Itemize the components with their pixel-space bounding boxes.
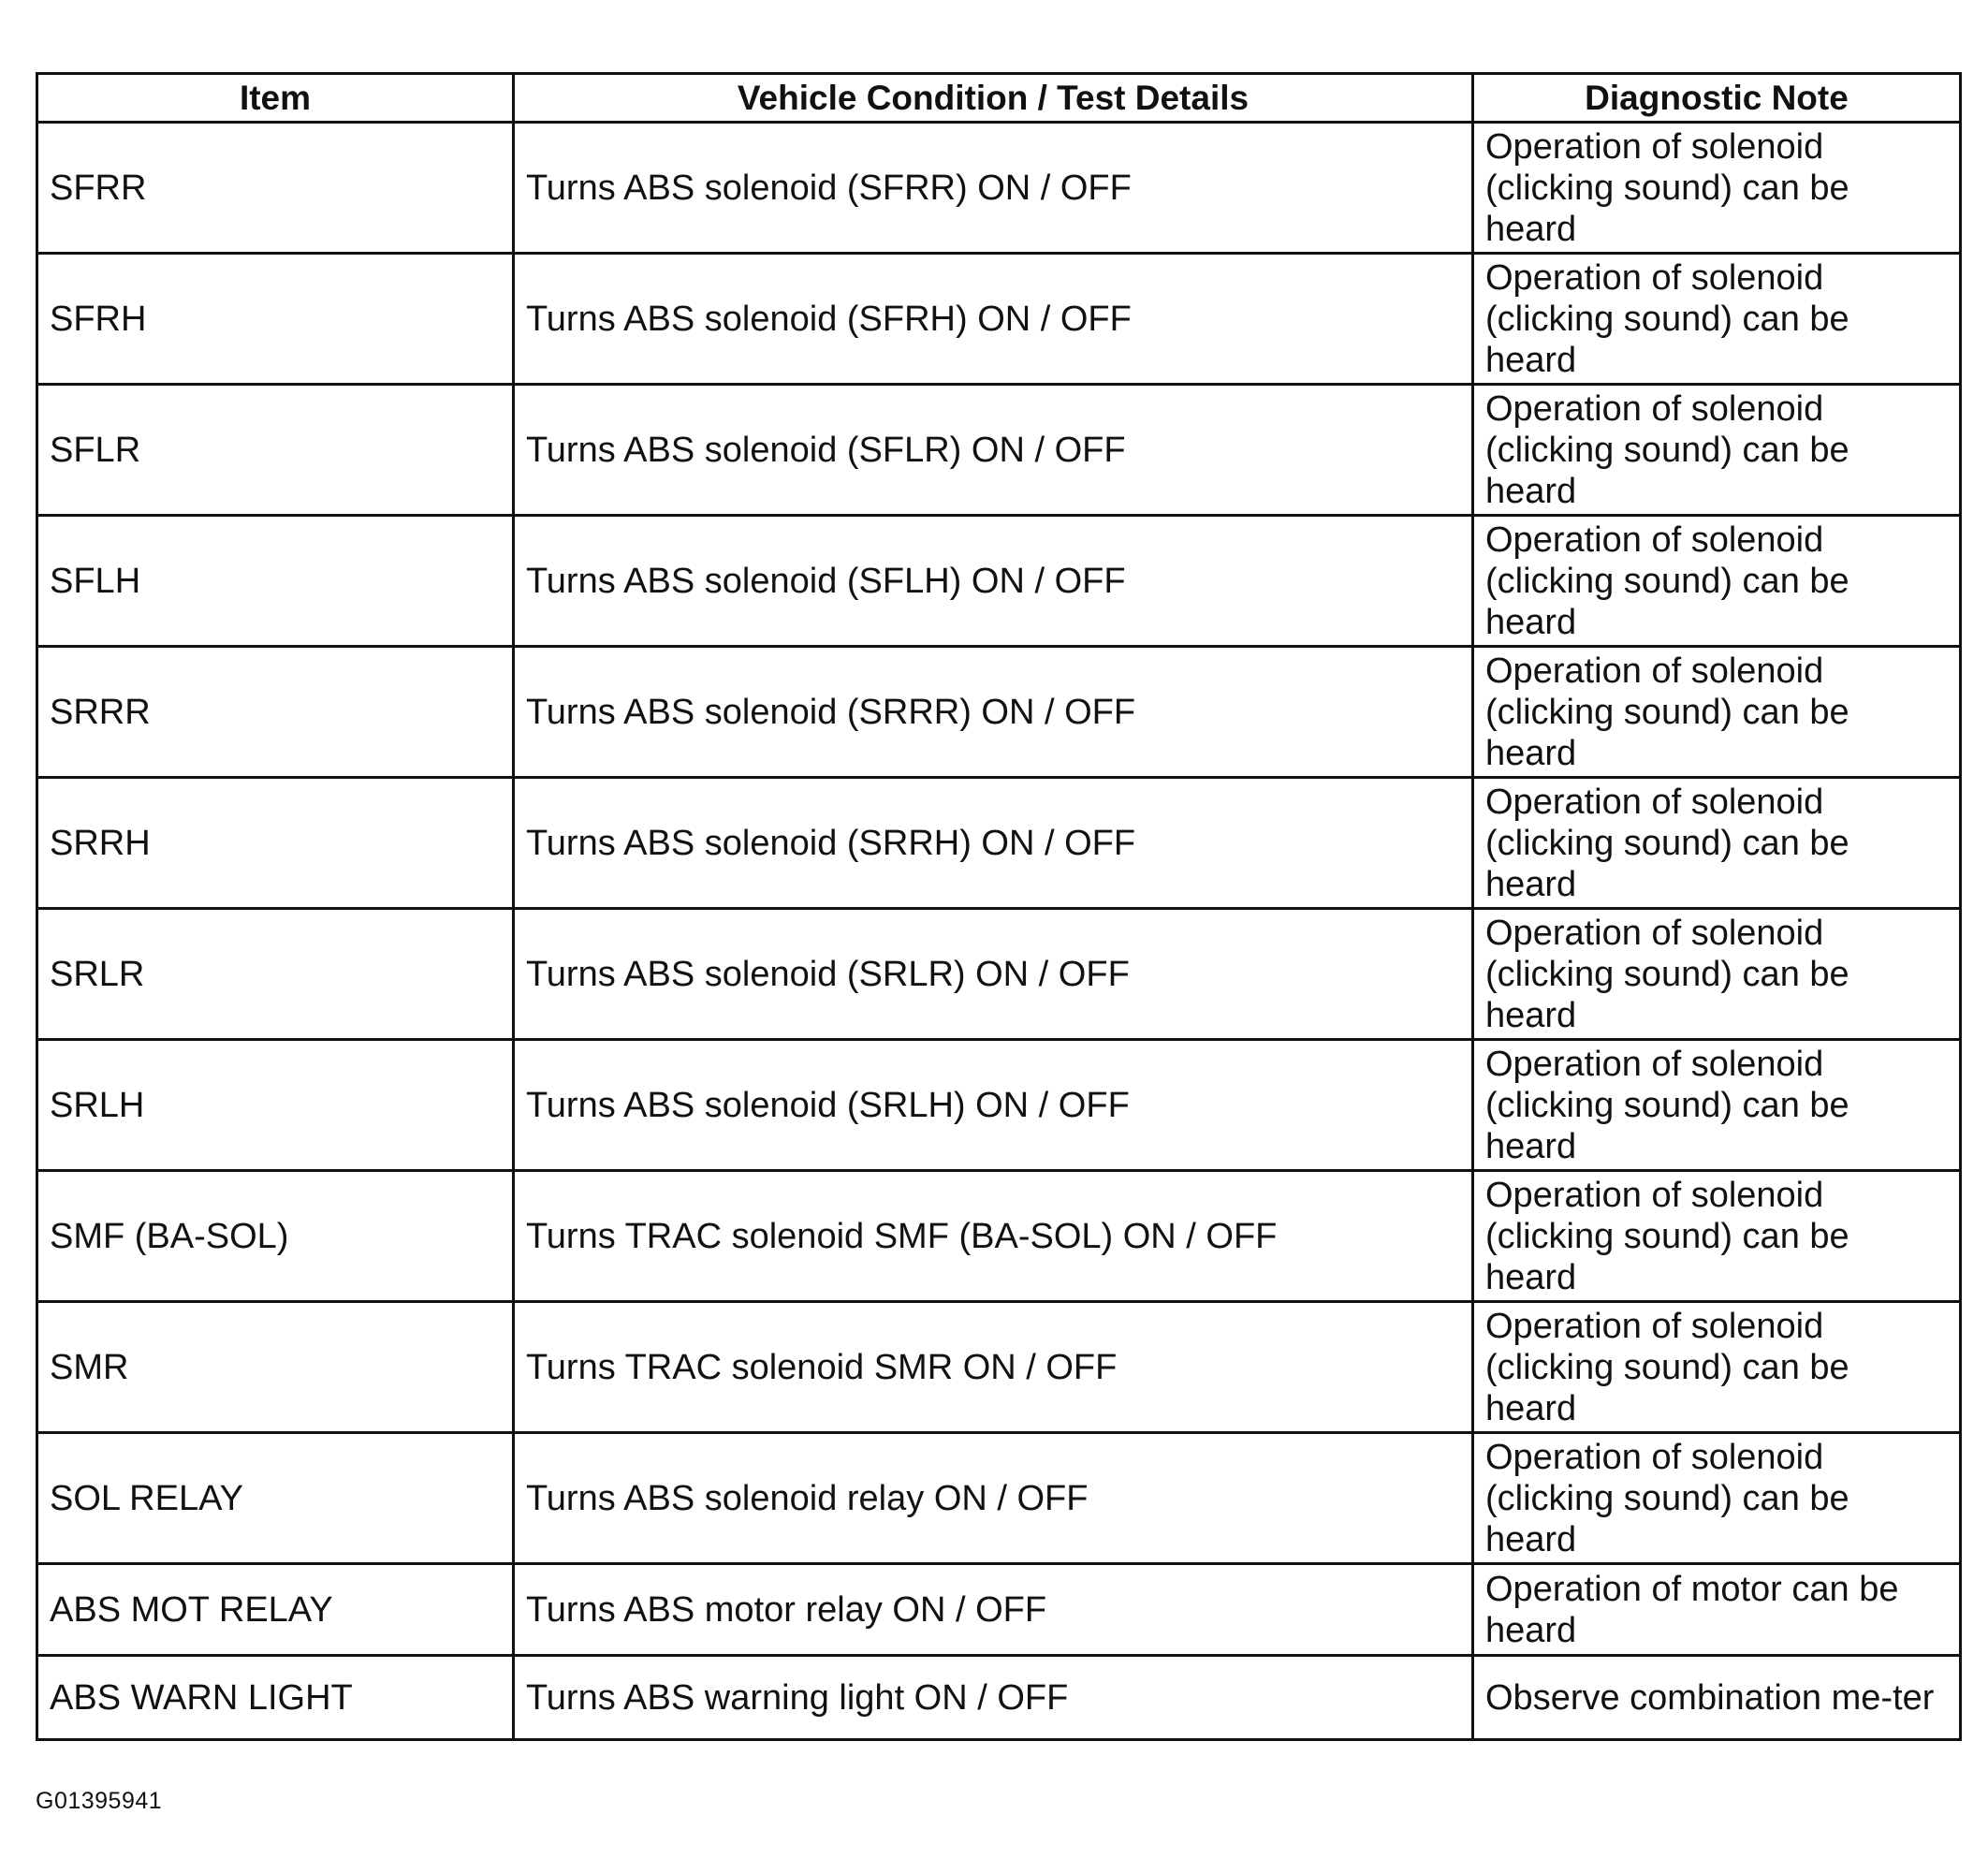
- header-condition: Vehicle Condition / Test Details: [514, 74, 1473, 123]
- item-cell: SRLH: [37, 1040, 514, 1171]
- note-cell: Operation of solenoid (clicking sound) can be heard: [1473, 1171, 1961, 1302]
- table-row: [37, 385, 1961, 516]
- diagnostic-table: [36, 72, 1962, 1741]
- condition-cell: Turns TRAC solenoid SMF (BA-SOL) ON / OFF: [514, 1171, 1473, 1302]
- note-cell: Operation of solenoid (clicking sound) can be heard: [1473, 778, 1961, 909]
- condition-cell: Turns ABS solenoid relay ON / OFF: [514, 1433, 1473, 1564]
- item-cell: SRRR: [37, 647, 514, 778]
- condition-cell: Turns ABS solenoid (SFLR) ON / OFF: [514, 385, 1473, 516]
- condition-cell: Turns ABS motor relay ON / OFF: [514, 1564, 1473, 1656]
- table-row: [37, 1564, 1961, 1656]
- note-cell: Operation of solenoid (clicking sound) can be heard: [1473, 1433, 1961, 1564]
- condition-cell: Turns ABS solenoid (SRRH) ON / OFF: [514, 778, 1473, 909]
- table-row: [37, 1302, 1961, 1433]
- table-row: [37, 1433, 1961, 1564]
- item-cell: SFLH: [37, 516, 514, 647]
- note-cell: Operation of motor can be heard: [1473, 1564, 1961, 1656]
- figure-id: G01395941: [36, 1788, 163, 1814]
- note-cell: Operation of solenoid (clicking sound) can be heard: [1473, 254, 1961, 385]
- item-cell: ABS MOT RELAY: [37, 1564, 514, 1656]
- item-cell: ABS WARN LIGHT: [37, 1656, 514, 1740]
- condition-cell: Turns TRAC solenoid SMR ON / OFF: [514, 1302, 1473, 1433]
- condition-cell: Turns ABS solenoid (SFRH) ON / OFF: [514, 254, 1473, 385]
- condition-cell: Turns ABS warning light ON / OFF: [514, 1656, 1473, 1740]
- table-row: [37, 516, 1961, 647]
- table-row: [37, 909, 1961, 1040]
- note-cell: Operation of solenoid (clicking sound) can be heard: [1473, 123, 1961, 254]
- item-cell: SRLR: [37, 909, 514, 1040]
- note-cell: Operation of solenoid (clicking sound) can be heard: [1473, 1302, 1961, 1433]
- note-cell: Operation of solenoid (clicking sound) can be heard: [1473, 385, 1961, 516]
- note-cell: Operation of solenoid (clicking sound) can be heard: [1473, 516, 1961, 647]
- condition-cell: Turns ABS solenoid (SFLH) ON / OFF: [514, 516, 1473, 647]
- item-cell: SMF (BA-SOL): [37, 1171, 514, 1302]
- table-row: [37, 778, 1961, 909]
- item-cell: SRRH: [37, 778, 514, 909]
- table-row: [37, 1656, 1961, 1740]
- note-cell: Operation of solenoid (clicking sound) can be heard: [1473, 647, 1961, 778]
- condition-cell: Turns ABS solenoid (SRLH) ON / OFF: [514, 1040, 1473, 1171]
- item-cell: SOL RELAY: [37, 1433, 514, 1564]
- note-cell: Observe combination me-ter: [1473, 1656, 1961, 1740]
- table-row: [37, 1040, 1961, 1171]
- table-header-row: [37, 74, 1961, 123]
- table-row: [37, 123, 1961, 254]
- item-cell: SFRH: [37, 254, 514, 385]
- item-cell: SFLR: [37, 385, 514, 516]
- item-cell: SFRR: [37, 123, 514, 254]
- condition-cell: Turns ABS solenoid (SRLR) ON / OFF: [514, 909, 1473, 1040]
- header-item: Item: [37, 74, 514, 123]
- table-row: [37, 647, 1961, 778]
- condition-cell: Turns ABS solenoid (SFRR) ON / OFF: [514, 123, 1473, 254]
- table-row: [37, 254, 1961, 385]
- note-cell: Operation of solenoid (clicking sound) can be heard: [1473, 909, 1961, 1040]
- header-note: Diagnostic Note: [1473, 74, 1961, 123]
- condition-cell: Turns ABS solenoid (SRRR) ON / OFF: [514, 647, 1473, 778]
- note-cell: Operation of solenoid (clicking sound) can be heard: [1473, 1040, 1961, 1171]
- table-row: [37, 1171, 1961, 1302]
- item-cell: SMR: [37, 1302, 514, 1433]
